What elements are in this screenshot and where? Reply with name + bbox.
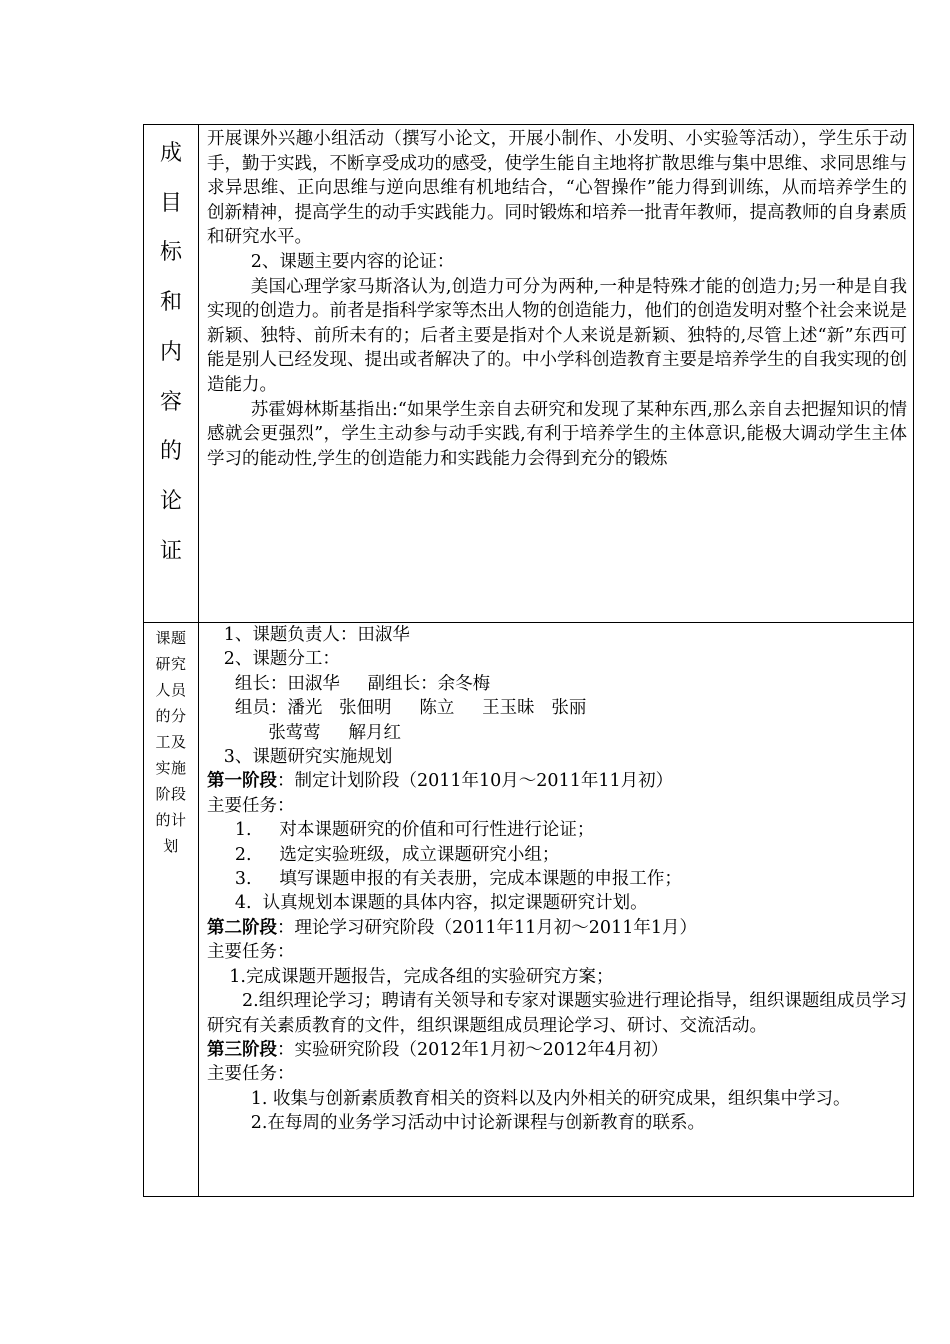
task-item: 1.完成课题开题报告，完成各组的实验研究方案； (207, 966, 614, 987)
label-char: 内 (159, 339, 182, 365)
task-item: 2.在每周的业务学习活动中讨论新课程与创新教育的联系。 (250, 1113, 705, 1134)
stage-heading (207, 916, 907, 940)
stage-title: 第二阶段 (207, 917, 277, 938)
stage-desc: ：制定计划阶段（2011年10月～2011年11月初） (277, 771, 674, 792)
label-char: 论 (159, 488, 182, 514)
label-char: 目 (159, 190, 182, 216)
label-line: 阶段 (155, 785, 187, 803)
content-cell (199, 125, 914, 623)
plan-heading: 3、课题研究实施规划 (207, 747, 393, 768)
leaders-line: 组长：田淑华 副组长：余冬梅 (207, 673, 491, 694)
paragraph: 美国心理学家马斯洛认为,创造力可分为两种,一种是特殊才能的创造力;另一种是自我实现的创造力。前者是指科学家等杰出人物的创造能力，他们的创造发明对整个社会来说是新颖、独特、前所未有的；后者主要是指对个人来说是新颖、独特的,尽管上述“新”东西可能是别人已经发现、提出或者解决了的。中小学科创造教育主要是培养学生的自我实现的创造能力。 (207, 276, 907, 395)
tasks-label: 主要任务： (207, 942, 295, 963)
label-line: 研究 (155, 655, 187, 673)
division-line: 2、课题分工： (207, 649, 340, 670)
stage-title: 第一阶段 (207, 771, 277, 792)
stage-heading (207, 769, 907, 793)
task-item: 2.组织理论学习；聘请有关领导和专家对课题实验进行理论指导，组织课题组成员学习研究有关素质教育的文件，组织课题组成员理论学习、研讨、交流活动。 (207, 991, 907, 1036)
label-char: 证 (159, 538, 182, 564)
content-cell (199, 623, 914, 1197)
plan-text (199, 623, 913, 1136)
label-char: 容 (159, 389, 182, 415)
members-line: 张莺莺 解月红 (207, 722, 402, 743)
label-line: 课题 (155, 629, 187, 647)
label-line: 工及 (155, 733, 187, 751)
task-item: 2. 选定实验班级，成立课题研究小组； (207, 844, 560, 865)
paragraph: 2、课题主要内容的论证： (250, 251, 455, 272)
table-row-plan (144, 623, 914, 1197)
label-line: 人员 (155, 681, 187, 699)
table-row-objectives (144, 125, 914, 623)
tasks-label: 主要任务： (207, 795, 295, 816)
stage-desc: ：理论学习研究阶段（2011年11月初～2011年1月） (277, 917, 697, 938)
task-item: 1. 对本课题研究的价值和可行性进行论证； (207, 820, 595, 841)
label-line: 划 (163, 837, 179, 855)
leader-line: 1、课题负责人：田淑华 (207, 625, 410, 645)
vertical-label (144, 623, 198, 859)
task-item: 1. 收集与创新素质教育相关的资料以及内外相关的研究成果，组织集中学习。 (250, 1088, 851, 1109)
stage-desc: ：实验研究阶段（2012年1月初～2012年4月初） (277, 1039, 669, 1060)
task-item: 4. 认真规划本课题的具体内容，拟定课题研究计划。 (207, 893, 648, 914)
row-label-cell (144, 125, 199, 623)
stage-title: 第三阶段 (207, 1039, 277, 1060)
row-label-cell (144, 623, 199, 1197)
members-line: 组员：潘光 张佃明 陈立 王玉昧 张丽 (207, 698, 587, 719)
label-char: 成 (159, 141, 182, 166)
label-line: 的分 (155, 707, 187, 725)
paragraph: 开展课外兴趣小组活动（撰写小论文，开展小制作、小发明、小实验等活动），学生乐于动手，勤于实践，不断享受成功的感受，使学生能自主地将扩散思维与集中思维、求同思维与求异思维、正向思维与逆向思维有机地结合，“心智操作”能力得到训练，从而培养学生的创新精神，提高学生的动手实践能力。同时锻炼和培养一批青年教师，提高教师的自身素质和研究水平。 (207, 129, 907, 248)
label-char: 和 (159, 290, 182, 316)
label-line: 实施 (155, 759, 187, 777)
tasks-label: 主要任务： (207, 1064, 295, 1085)
form-table (143, 124, 914, 1197)
vertical-label (144, 125, 198, 576)
objectives-text (199, 125, 913, 471)
label-char: 的 (159, 439, 182, 465)
paragraph: 苏霍姆林斯基指出:“如果学生亲自去研究和发现了某种东西,那么亲自去把握知识的情感就会更强烈”，学生主动参与动手实践,有利于培养学生的主体意识,能极大调动学生主体学习的能动性,学生的创造能力和实践能力会得到充分的锻炼 (207, 399, 907, 469)
task-item: 3. 填写课题申报的有关表册，完成本课题的申报工作； (207, 869, 682, 890)
stage-heading (207, 1038, 907, 1062)
label-line: 的计 (155, 811, 187, 829)
label-char: 标 (159, 240, 182, 266)
